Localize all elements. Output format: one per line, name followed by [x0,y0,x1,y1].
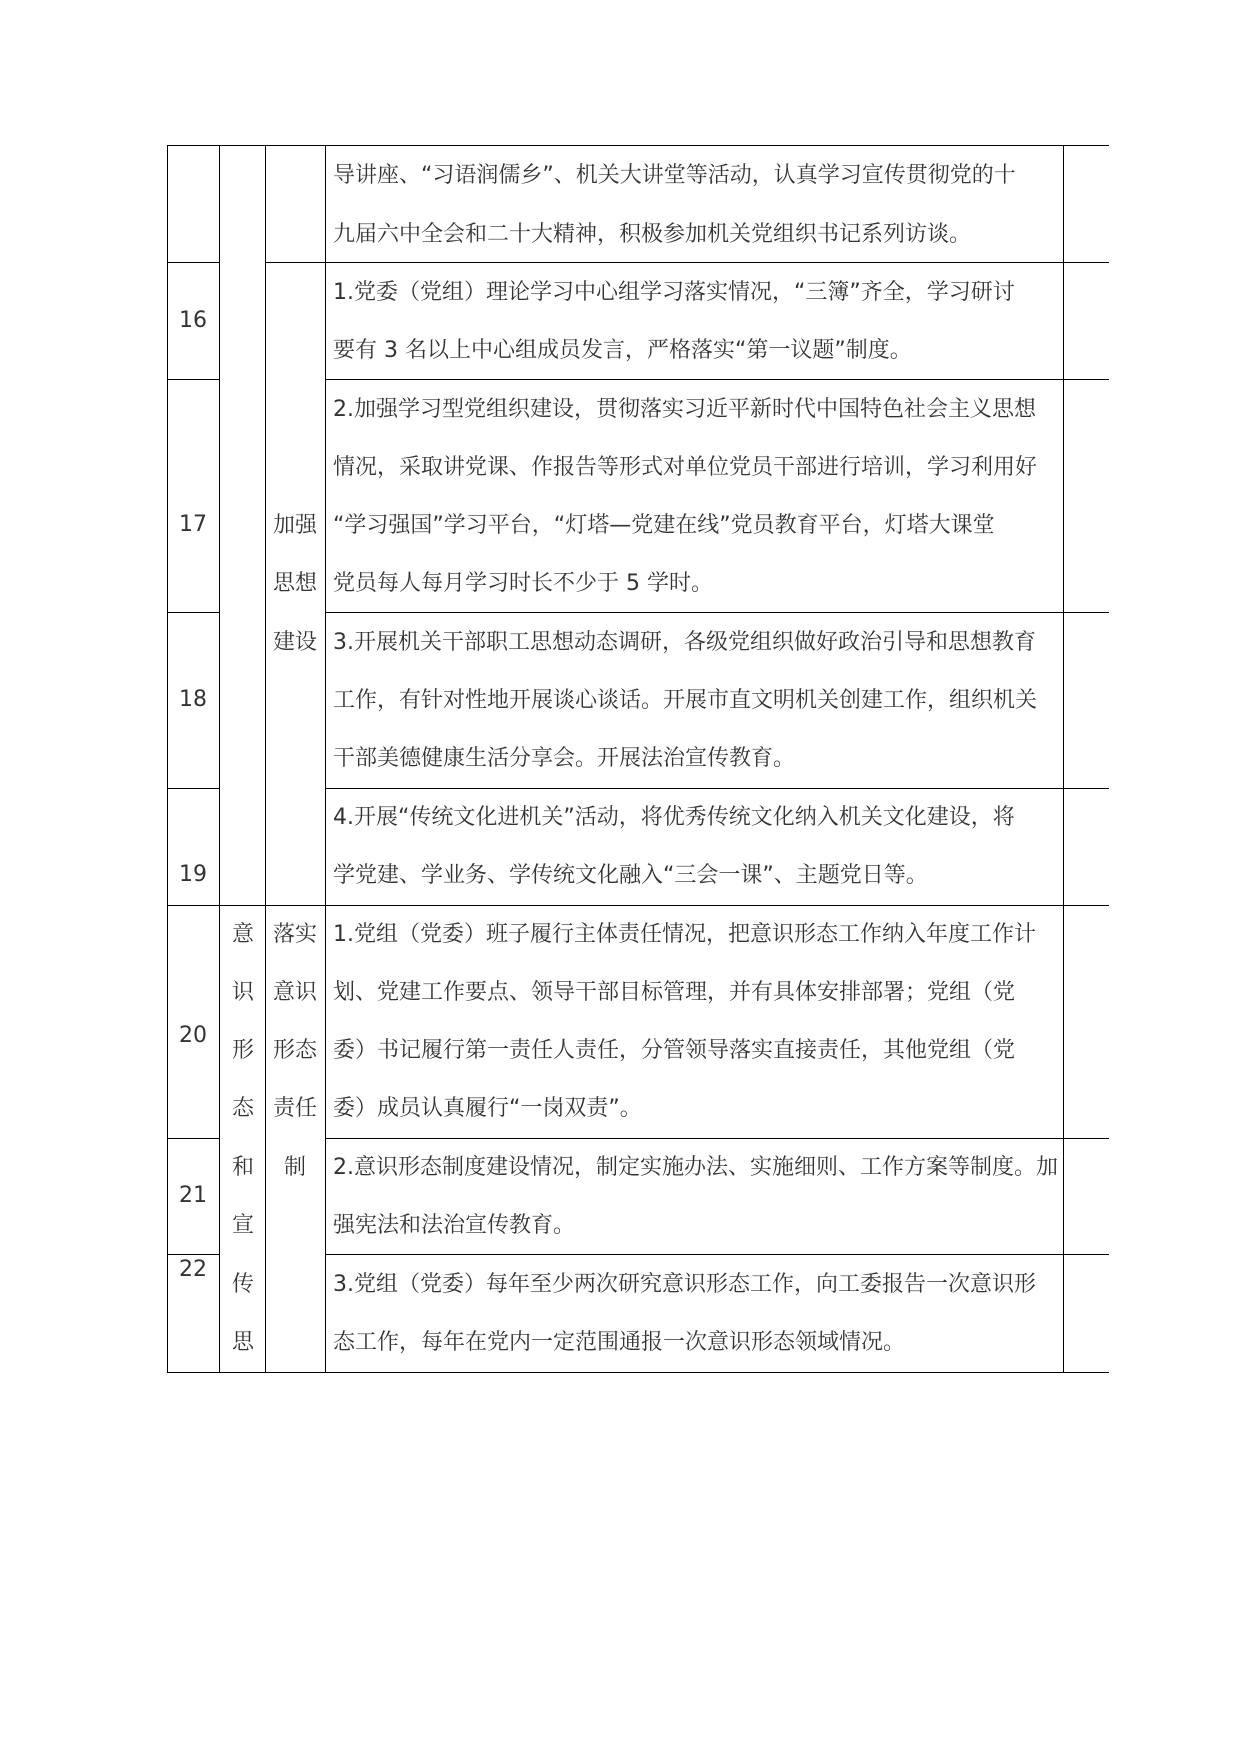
topic-text: 责任 [272,1096,317,1121]
grid-line [167,788,219,789]
topic-text: 意识 [272,980,317,1005]
row-text-line: 2.加强学习型党组织建设，贯彻落实习近平新时代中国特色社会主义思想 [333,397,1036,422]
grid-line [167,1138,219,1139]
row-text-line: 学党建、学业务、学传统文化融入“三会一课”、主题党日等。 [333,863,928,888]
row-number: 22 [179,1257,207,1282]
grid-line [167,262,219,263]
grid-line [325,1254,1109,1255]
topic-text: 落实 [272,922,317,947]
row-text-line: 党员每人每月学习时长不少于 5 学时。 [333,571,713,596]
topic-text: 形态 [272,1038,317,1063]
row-text-line: 态工作，每年在党内一定范围通报一次意识形态领域情况。 [333,1330,906,1355]
grid-line [167,379,219,380]
row-text-line: 划、党建工作要点、领导干部目标管理，并有具体安排部署；党组（党 [333,980,1016,1005]
grid-line [325,1138,1109,1139]
row-text-line: 委）书记履行第一责任人责任，分管领导落实直接责任，其他党组（党 [333,1038,1016,1063]
row-text-line: 强宪法和法治宣传教育。 [333,1213,576,1238]
row-text-line: 情况，采取讲党课、作报告等形式对单位党员干部进行培训，学习利用好 [333,455,1038,480]
topic-text: 制 [283,1155,306,1180]
grid-line [167,612,219,613]
row-number: 18 [179,687,207,712]
grid-line [1063,145,1064,1373]
row-text-line: 干部美德健康生活分享会。开展法治宣传教育。 [333,746,796,771]
category-char: 宣 [231,1213,254,1238]
category-char: 思 [231,1330,254,1355]
grid-line [167,1254,219,1255]
grid-line [265,262,1109,263]
grid-line [167,905,1109,906]
row-text-line: 导讲座、“习语润儒乡”、机关大讲堂等活动，认真学习宣传贯彻党的十 [333,163,1016,188]
row-text-line: 要有 3 名以上中心组成员发言，严格落实“第一议题”制度。 [333,338,912,363]
category-char: 形 [231,1038,254,1063]
grid-line [325,145,326,1373]
category-char: 态 [231,1096,254,1121]
row-text-line: “学习强国”学习平台，“灯塔—党建在线”党员教育平台，灯塔大课堂 [333,513,995,538]
category-char: 意 [231,922,254,947]
row-number: 20 [179,1023,207,1048]
category-char: 和 [231,1155,254,1180]
row-number: 19 [179,862,207,887]
category-char: 传 [231,1272,254,1297]
grid-line [167,1372,1109,1373]
category-char: 识 [231,980,254,1005]
grid-line [325,788,1109,789]
grid-line [325,612,1109,613]
topic-text: 思想 [272,571,317,596]
row-text-line: 工作，有针对性地开展谈心谈话。开展市直文明机关创建工作，组织机关 [333,688,1038,713]
row-number: 21 [179,1183,207,1208]
row-text-line: 3.开展机关干部职工思想动态调研，各级党组织做好政治引导和思想教育 [333,630,1036,655]
grid-line [325,379,1109,380]
row-text-line: 九届六中全会和二十大精神，积极参加机关党组织书记系列访谈。 [333,222,972,247]
row-number: 17 [179,512,207,537]
grid-line [265,145,266,1373]
grid-line [167,145,1109,146]
row-text-line: 4.开展“传统文化进机关”活动，将优秀传统文化纳入机关文化建设，将 [333,805,1015,830]
topic-text: 加强 [272,513,317,538]
row-text-line: 1.党委（党组）理论学习中心组学习落实情况，“三簿”齐全，学习研讨 [333,280,1015,305]
row-number: 16 [179,308,207,333]
row-text-line: 2.意识形态制度建设情况，制定实施办法、实施细则、工作方案等制度。加 [333,1155,1058,1180]
row-text-line: 3.党组（党委）每年至少两次研究意识形态工作，向工委报告一次意识形 [333,1272,1036,1297]
row-text-line: 1.党组（党委）班子履行主体责任情况，把意识形态工作纳入年度工作计 [333,922,1036,947]
topic-text: 建设 [272,630,317,655]
row-text-line: 委）成员认真履行“一岗双责”。 [333,1096,642,1121]
